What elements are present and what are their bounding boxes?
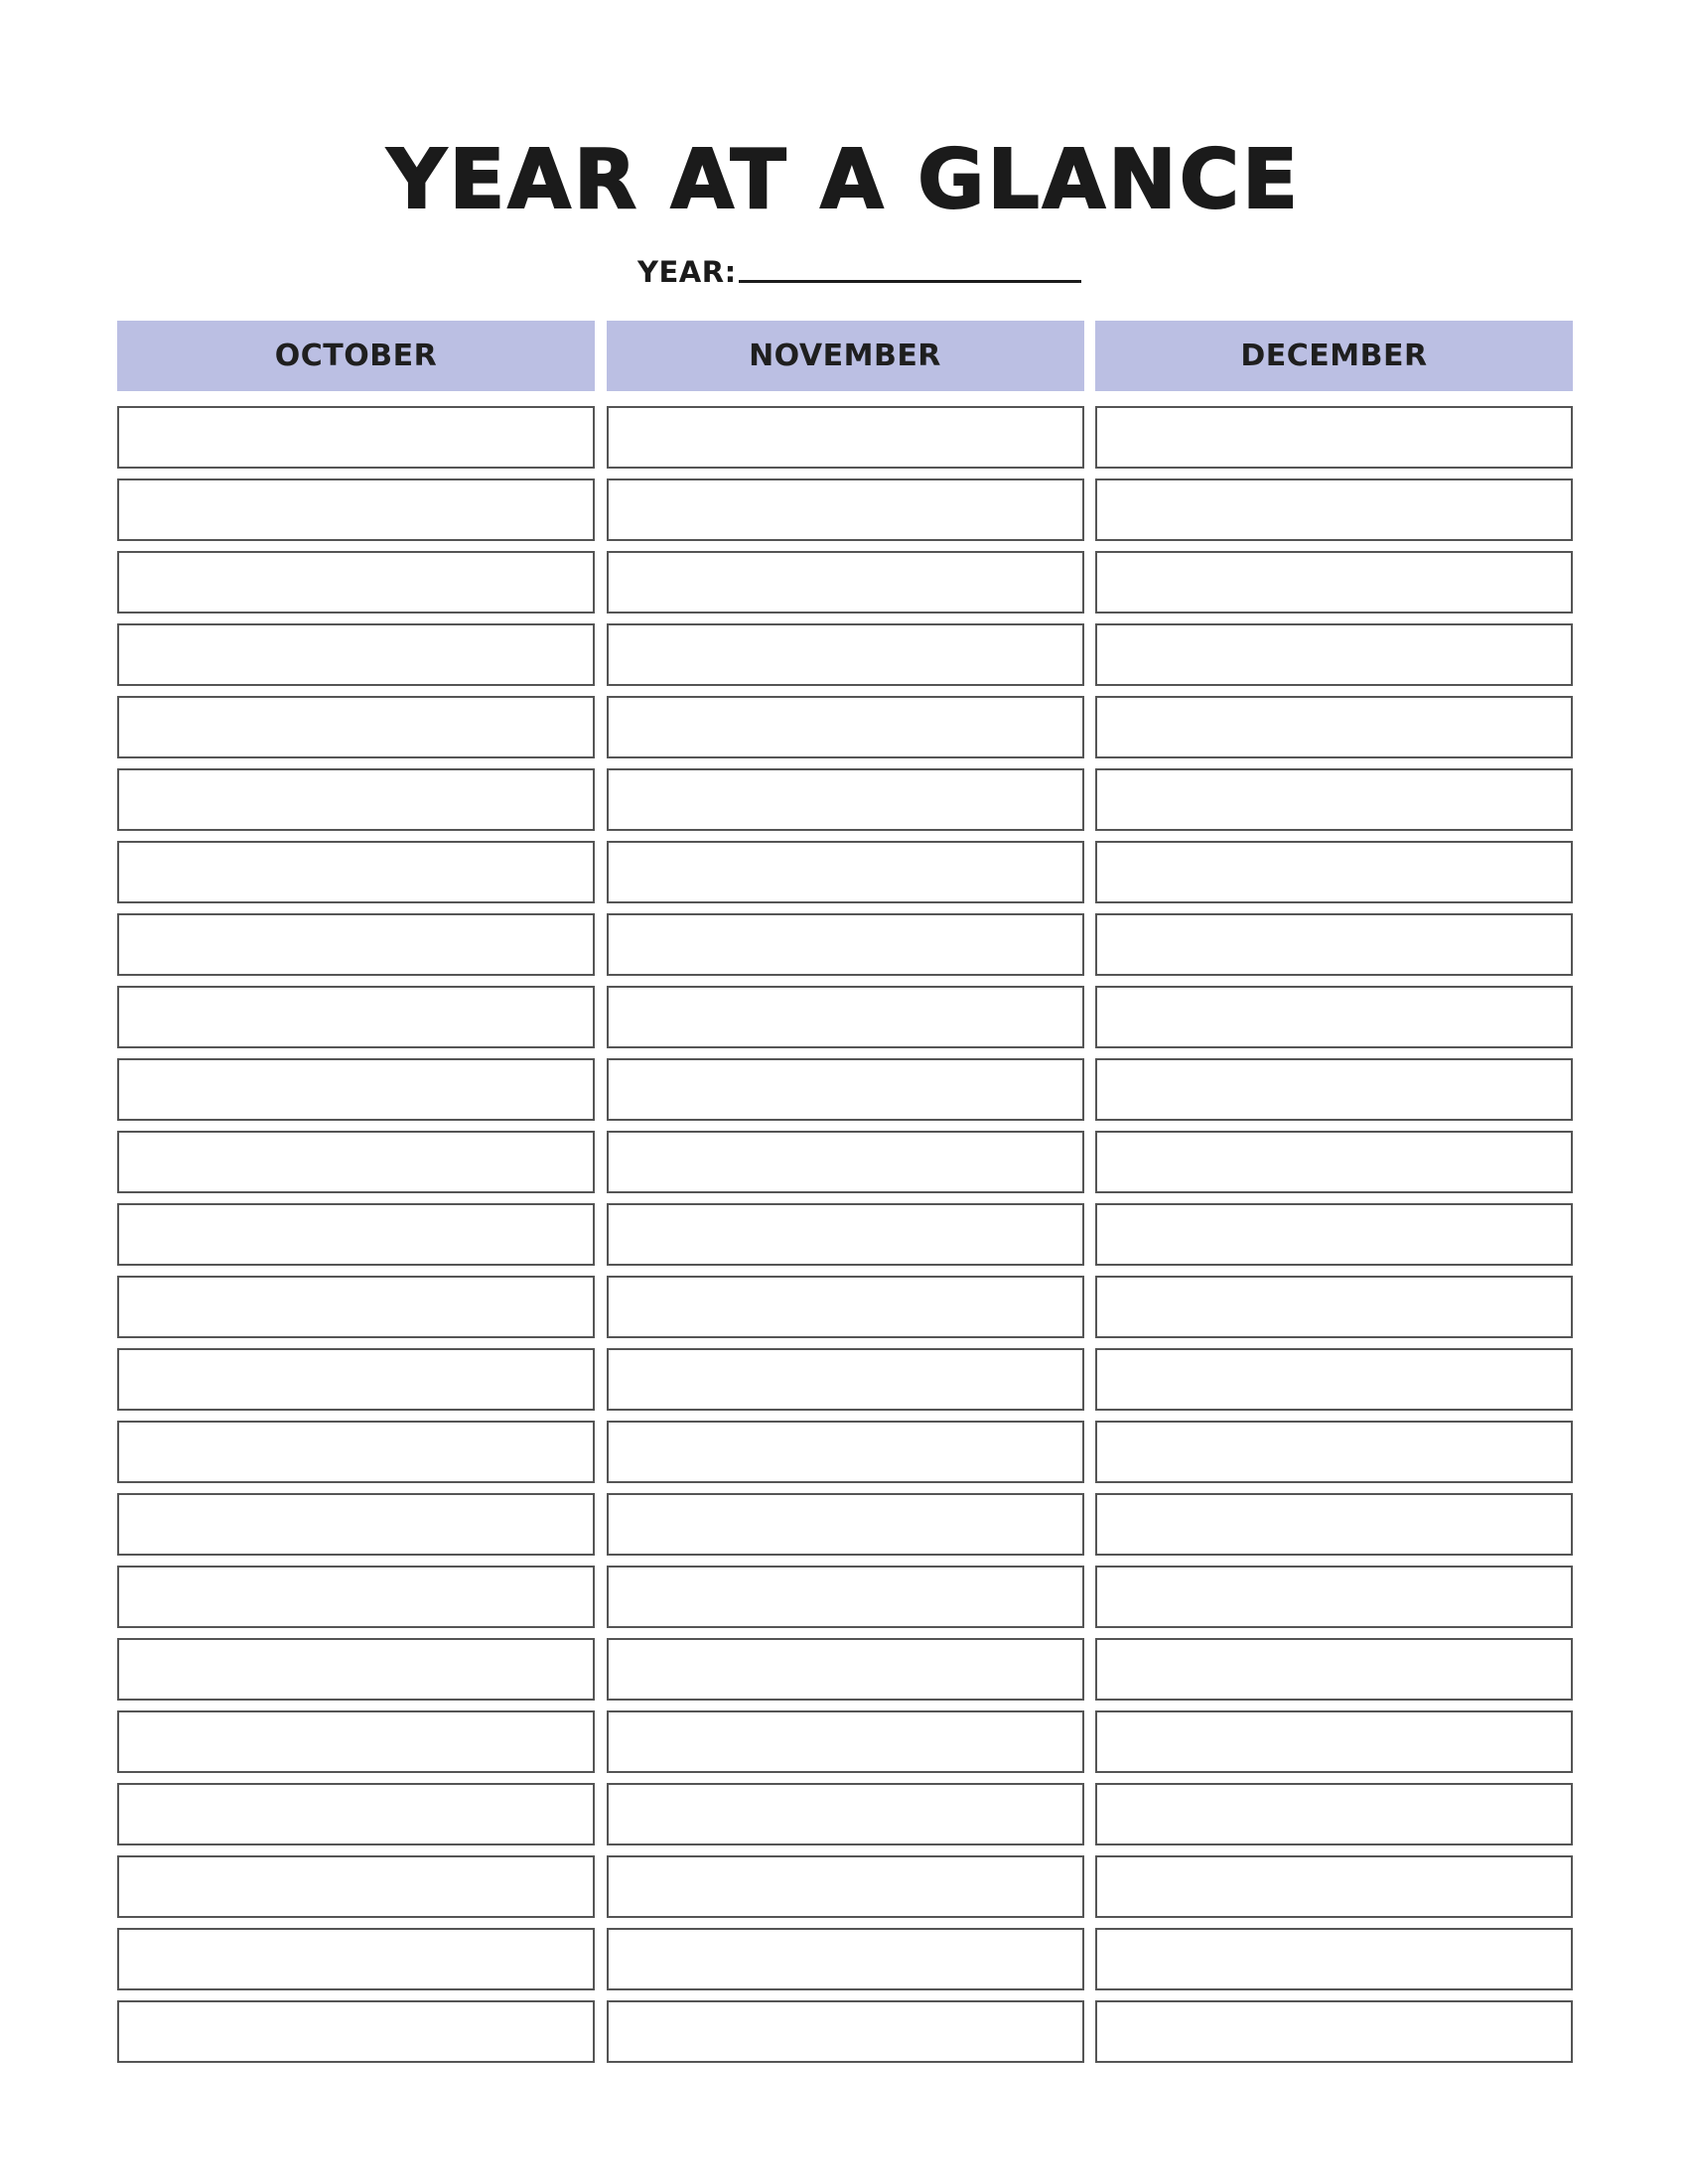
entry-cells-december [1095,406,1573,2063]
entry-cell[interactable] [607,1928,1084,1990]
month-column-december [1095,321,1573,2073]
entry-cell[interactable] [117,1855,595,1918]
entry-cell[interactable] [117,768,595,831]
entry-cell[interactable] [117,1276,595,1338]
entry-cell[interactable] [607,1131,1084,1193]
entry-cell[interactable] [607,1203,1084,1266]
entry-cell[interactable] [117,1928,595,1990]
entry-cell[interactable] [1095,1203,1573,1266]
entry-cell[interactable] [117,1421,595,1483]
entry-cell[interactable] [117,1348,595,1411]
entry-cell[interactable] [1095,406,1573,469]
entry-cell[interactable] [607,1421,1084,1483]
entry-cell[interactable] [607,1348,1084,1411]
entry-cells-november [607,406,1084,2063]
entry-cell[interactable] [117,406,595,469]
month-column-october [117,321,595,2073]
entry-cell[interactable] [117,478,595,541]
entry-cell[interactable] [1095,2000,1573,2063]
month-column-november [607,321,1084,2073]
entry-cell[interactable] [1095,768,1573,831]
entry-cell[interactable] [1095,841,1573,903]
entry-cell[interactable] [1095,1058,1573,1121]
entry-cell[interactable] [117,986,595,1048]
entry-cell[interactable] [607,1855,1084,1918]
entry-cell[interactable] [1095,551,1573,614]
entry-cell[interactable] [117,913,595,976]
entry-cell[interactable] [607,1710,1084,1773]
entry-cell[interactable] [607,1638,1084,1701]
entry-cell[interactable] [607,406,1084,469]
entry-cell[interactable] [117,1566,595,1628]
entry-cell[interactable] [607,986,1084,1048]
year-field[interactable] [637,250,1081,290]
entry-cell[interactable] [1095,986,1573,1048]
entry-cell[interactable] [1095,1710,1573,1773]
entry-cell[interactable] [1095,623,1573,686]
month-header-december: DECEMBER [1095,321,1573,391]
entry-cell[interactable] [1095,696,1573,758]
entry-cell[interactable] [1095,1131,1573,1193]
entry-cell[interactable] [607,696,1084,758]
entry-cell[interactable] [607,551,1084,614]
entry-cell[interactable] [117,2000,595,2063]
entry-cell[interactable] [117,1638,595,1701]
entry-cell[interactable] [607,768,1084,831]
page-title: YEAR AT A GLANCE [387,133,1301,227]
entry-cell[interactable] [607,623,1084,686]
entry-cell[interactable] [117,623,595,686]
entry-cell[interactable] [1095,1638,1573,1701]
entry-cell[interactable] [607,1783,1084,1845]
entry-cell[interactable] [117,696,595,758]
entry-cell[interactable] [117,1131,595,1193]
entry-cell[interactable] [1095,478,1573,541]
entry-cell[interactable] [607,1566,1084,1628]
entry-cell[interactable] [1095,913,1573,976]
entry-cell[interactable] [1095,1421,1573,1483]
entry-cell[interactable] [117,1783,595,1845]
entry-cell[interactable] [607,1276,1084,1338]
entry-cell[interactable] [607,1493,1084,1556]
entry-cell[interactable] [1095,1855,1573,1918]
entry-cell[interactable] [607,2000,1084,2063]
month-header-november: NOVEMBER [607,321,1084,391]
entry-cells-october [117,406,595,2063]
entry-cell[interactable] [117,841,595,903]
entry-cell[interactable] [117,1058,595,1121]
month-columns [117,321,1573,2073]
year-blank-line[interactable] [739,280,1081,283]
entry-cell[interactable] [1095,1276,1573,1338]
month-header-october: OCTOBER [117,321,595,391]
entry-cell[interactable] [1095,1783,1573,1845]
year-label: YEAR: [637,255,737,289]
entry-cell[interactable] [117,1493,595,1556]
entry-cell[interactable] [117,551,595,614]
entry-cell[interactable] [117,1710,595,1773]
entry-cell[interactable] [1095,1348,1573,1411]
entry-cell[interactable] [1095,1493,1573,1556]
entry-cell[interactable] [117,1203,595,1266]
entry-cell[interactable] [1095,1928,1573,1990]
entry-cell[interactable] [607,1058,1084,1121]
entry-cell[interactable] [607,478,1084,541]
entry-cell[interactable] [1095,1566,1573,1628]
entry-cell[interactable] [607,913,1084,976]
entry-cell[interactable] [607,841,1084,903]
